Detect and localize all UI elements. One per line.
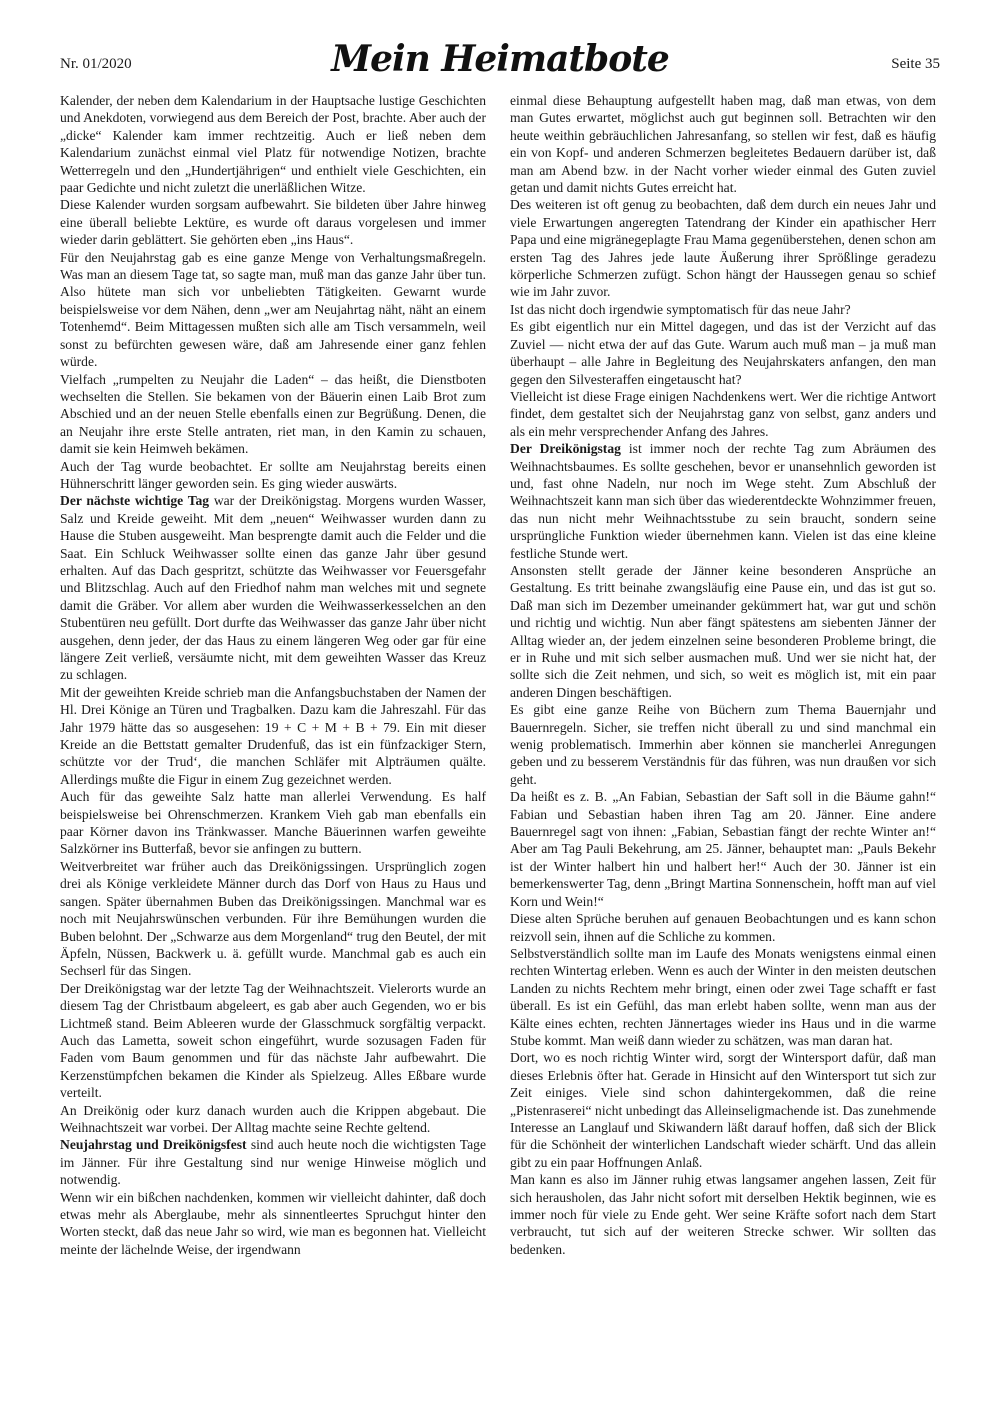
paragraph: Der Dreikönigstag war der letzte Tag der Weihnachtszeit. Vielerorts wurde an diesem Tag der Christbaum abgeleert, es gab aber auch Gegenden, wo er bis Lichtmeß stand. Beim Ableeren wurde der Glasschmuck sorgfältig verpackt. Auch das Lametta, soweit schon eingeführt, wurde sozusagen Faden für Faden vom Baum genommen und für das nächste Jahr aufbewahrt. Die Kerzenstümpfchen bekamen die Kinder als Spielzeug. Alles Eßbare wurde verteilt. — [60, 980, 486, 1101]
paragraph: Man kann es also im Jänner ruhig etwas langsamer angehen lassen, Zeit für sich herausholen, das Jahr nicht sofort mit derselben Hektik beginnen, wie es immer noch für viele zu Ende geht. Wer seine Kräfte sofort nach dem Start verbraucht, tut sich auf der weiteren Strecke schwer. Wir sollten das bedenken. — [510, 1172, 936, 1257]
paragraph-lead: Der nächste wichtige Tag — [60, 493, 210, 509]
paragraph — [510, 440, 936, 562]
paragraph-lead: Der Dreikönigstag — [510, 441, 621, 457]
right-column — [510, 92, 936, 1258]
paragraph: Es gibt eigentlich nur ein Mittel dagegen, und das ist der Verzicht auf das Zuviel — nicht etwa der auf das Gute. Warum auch muß man – ja muß man überhaupt – alle Jahre in Begleitung des Neujahrskaters anfangen, den man gegen den Silvesteraffen eingetauscht hat? — [510, 319, 936, 387]
paragraph: Kalender, der neben dem Kalendarium in der Hauptsache lustige Geschichten und Anekdoten, vorwiegend aus dem Bereich der Post, brachte. Aber auch der „dicke“ Kalender kam immer rechtzeitig. Auch er ließ neben dem Kalendarium zunächst einmal viel Platz für notwendige Notizen, brachte Wetterregeln und den „Hundertjährigen“ und enthielt viele Geschichten, ein paar Gedichte und nicht zuletzt die unerläßlichen Witze. — [60, 93, 486, 196]
newspaper-logo: Mein Heimatbote — [331, 38, 669, 80]
paragraph — [60, 492, 486, 683]
paragraph: Es gibt eine ganze Reihe von Büchern zum Thema Bauernjahr und Bauernregeln. Sicher, sie treffen nicht überall zu und sind manchmal ein wenig problematisch. Immerhin aber können sie mancherlei Anregungen geben und zu besserem Verständnis für das führen, was nun draußen vor sich geht. — [510, 702, 936, 787]
paragraph: Wenn wir ein bißchen nachdenken, kommen wir vielleicht dahinter, daß doch etwas mehr als Aberglaube, mehr als sinnentleertes Spruchgut hinter den Worten steckt, daß das neue Jahr so wird, wie man es begonnen hat. Vielleicht meinte der lächelnde Weise, der irgendwann — [60, 1189, 486, 1257]
paragraph: Für den Neujahrstag gab es eine ganze Menge von Verhaltungsmaßregeln. Was man an diesem Tage tat, so sagte man, muß man das ganze Jahr über tun. Also hütete man sich vor unbeliebten Tätigkeiten. Gewarnt wurde beispielsweise vor dem Nähen, denn „wer am Neujahrtag näht, näht an einem Totenhemd“. Beim Mittagessen mußten sich alle am Tisch versammeln, weil sonst zu befürchten gewesen wäre, daß am Jahresende einer ganz fehlen würde. — [60, 249, 486, 370]
paragraph-body: war der Dreikönigstag. Morgens wurden Wasser, Salz und Kreide geweiht. Mit dem „neuen“ Weihwasser wurden dann zu Hause die Stuben ausgeweiht. Man besprengte damit auch die Felder und die Saat. Ein Schluck Weihwasser sollte einen das ganze Jahr über gesund erhalten. Auf das Dach gespritzt, schützte das Weihwasser vor Feuersgefahr und Blitzschlag. Auch auf den Friedhof nahm man welches mit und segnete damit die Gräber. Vor allem aber wurden die Weihwasserkesselchen an den Stubentüren neu gefüllt. Dort durfte das Weihwasser das ganze Jahr über nicht ausgehen, denn jeder, der das Haus zu einem längeren Weg oder gar für eine längere Zeit verließ, versäumte nicht, mit dem geweihten Wasser das Kreuz zu schlagen. — [60, 493, 486, 683]
paragraph: Ist das nicht doch irgendwie symptomatisch für das neue Jahr? — [510, 301, 851, 317]
paragraph: Des weiteren ist oft genug zu beobachten, daß dem durch ein neues Jahr und viele Erwartungen angeregten Tatendrang der Kinder ein apathischer Herr Papa und eine migränegeplagte Frau Mama gegenüberstehen, denen schon am ersten Tag des Jahres jede laute Äußerung ihrer Sprößlinge geradezu körperliche Schmerzen zufügt. Schon hängt der Haussegen genau so schief wie im Jahr zuvor. — [510, 197, 936, 300]
left-column — [60, 92, 486, 1258]
masthead — [60, 38, 940, 82]
paragraph: Dort, wo es noch richtig Winter wird, sorgt der Wintersport dafür, daß man dieses Erlebnis öfter hat. Gerade in Hinsicht auf den Wintersport tut sich zur Zeit einiges. Viele sind schon dahintergekommen, daß die reine „Pistenraserei“ nicht unbedingt das Alleinseligmachende ist. Das zunehmende Interesse an Langlauf und Skiwandern läßt darauf hoffen, daß sich der Blick für die Schönheit der winterlichen Landschaft wieder schärft. Und das allein gibt zu ein paar Hoffnungen Anlaß. — [510, 1050, 936, 1170]
paragraph: Da heißt es z. B. „An Fabian, Sebastian der Saft soll in die Bäume gahn!“ Fabian und Sebastian haben ihren Tag am 20. Jänner. Eine andere Bauernregel sagt von ihnen: „Fabian, Sebastian fängt der rechte Winter an!“ Aber am Tag Pauli Bekehrung, am 25. Jänner, behauptet man: „Pauls Bekehr ist der Winter halbert hin und halbert her!“ Auch der 30. Jänner ist ein bemerkenswerter Tag, denn „Bringt Martina Sonnenschein, hofft man auf viel Korn und Wein!“ — [510, 789, 936, 909]
paragraph: Vielleicht ist diese Frage einigen Nachdenkens wert. Wer die richtige Antwort findet, dem gestaltet sich der Neujahrstag ganz von selbst, ganz anders und als ein mehr versprechender Anfang des Jahres. — [510, 388, 936, 439]
paragraph: Auch der Tag wurde beobachtet. Er sollte am Neujahrstag bereits einen Hühnerschritt länger geworden sein. Es ging wieder auswärts. — [60, 458, 486, 491]
paragraph-lead: Neujahrstag und Dreikönigsfest — [60, 1137, 247, 1153]
paragraph: Weitverbreitet war früher auch das Dreikönigssingen. Ursprünglich zogen drei als Könige verkleidete Männer durch das Dorf von Haus zu Haus und sangen. Später übernahmen Buben das Dreikönigssingen. Manchmal war es noch mit Neujahrswünschen verbunden. Für ihre Bemühungen wurden die Buben belohnt. Der „Schwarze aus dem Morgenland“ trug den Beutel, der mit Äpfeln, Nüssen, Backwerk u. ä. gefüllt wurde. Manchmal gab es auch ein Sechserl für das Singen. — [60, 858, 486, 979]
page-number: Seite 35 — [891, 56, 940, 72]
paragraph: Diese alten Sprüche beruhen auf genauen Beobachtungen und es kann schon reizvoll sein, ihnen auf die Schliche zu kommen. — [510, 911, 936, 944]
paragraph: Selbstverständlich sollte man im Laufe des Monats wenigstens einmal einen rechten Wintertag erleben. Wenn es auch der Winter in den meisten deutschen Landen zu nichts Rechtem mehr bringt, einen oder zwei Tage schafft er fast überall. Es ist ein Gefühl, das man erlebt haben sollte, wenn man aus der Kälte eines echten, rechten Jännertages wieder ins Haus und in die warme Stube kommt. Man weiß dann wieder zu schätzen, was man daran hat. — [510, 945, 936, 1048]
issue-number: Nr. 01/2020 — [60, 56, 132, 72]
paragraph: Vielfach „rumpelten zu Neujahr die Laden“ – das heißt, die Dienstboten wechselten die Stellen. Sie bekamen von der Bäuerin einen Laib Brot zum Abschied und an der neuen Stelle ebenfalls einen zur Begrüßung. Denen, die an Neujahr ihre erste Stelle antraten, riet man, in den Kamin zu schauen, damit sie kein Heimweh bekämen. — [60, 371, 486, 457]
paragraph — [60, 1136, 486, 1188]
paragraph: Ansonsten stellt gerade der Jänner keine besonderen Ansprüche an Gestaltung. Es tritt beinahe zwangsläufig eine Pause ein, und das ist gut so. Daß man sich im Dezember umeinander gekümmert hat, war gut und schön und richtig und wichtig. Nun aber fängt spätestens am siebenten Jänner der Alltag wieder an, der jedem einzelnen seine besonderen Probleme bringt, die er in Ruhe und mit sich selber ausmachen muß. Und wer sie nicht hat, der sollte sich die Zeit nehmen, und sich, so weit es möglich ist, mit ein paar anderen Dingen beschäftigen. — [510, 562, 936, 700]
paragraph: Diese Kalender wurden sorgsam aufbewahrt. Sie bildeten über Jahre hinweg eine überall beliebte Lektüre, es wurde oft daraus vorgelesen und immer wieder darin geblättert. Sie gehörten eben „ins Haus“. — [60, 197, 486, 248]
paragraph-body: ist immer noch der rechte Tag zum Abräumen des Weihnachtsbaumes. Es sollte geschehen, bevor er unansehnlich geworden ist und, fast ohne Nadeln, nur noch im Wege steht. Zum Abschluß der Weihnachtszeit kann man sich über das wiederentdeckte Wohnzimmer freuen, das nun nicht mehr Weihnachtsstube zu sein braucht, sondern seine ursprüngliche Funktion wieder übernehmen kann. Vielen ist das eine kleine festliche Stunde wert. — [510, 441, 936, 561]
paragraph: An Dreikönig oder kurz danach wurden auch die Krippen abgebaut. Die Weihnachtszeit war vorbei. Der Alltag machte seine Rechte geltend. — [60, 1102, 486, 1135]
paragraph-body: sind auch heute noch die wichtigsten Tage im Jänner. Für ihre Gestaltung sind nur wenige Hinweise möglich und notwendig. — [60, 1137, 486, 1188]
paragraph: einmal diese Behauptung aufgestellt haben mag, daß man etwas, von dem man Gutes erwartet, möglichst auch gut beginnen soll. Betrachten wir den heute weithin gebräuchlichen Jahresanfang, so stellen wir fest, daß es häufig ein von Kopf- und anderen Schmerzen begleitetes Bedauern darüber ist, daß man am Abend bzw. in der Nacht vorher wieder einmal des Guten zuviel getan und damit nichts Gutes erreicht hat. — [510, 93, 936, 196]
paragraph: Auch für das geweihte Salz hatte man allerlei Verwendung. Es half beispielsweise bei Ohrenschmerzen. Krankem Vieh gab man ebenfalls ein paar Körner davon ins Tränkwasser. Manche Bäuerinnen warfen geweihte Salzkörner ins Butterfaß, bevor sie anfingen zu buttern. — [60, 789, 486, 857]
paragraph: Mit der geweihten Kreide schrieb man die Anfangsbuchstaben der Namen der Hl. Drei Könige an Türen und Tragbalken. Dazu kam die Jahreszahl. Für das Jahr 1979 hätte das so ausgesehen: 19 + C + M + B + 79. Ein mit dieser Kreide an die Bettstatt gemalter Drudenfuß, das ist ein fünfzackiger Stern, schützte vor der Trud‘, die manchen Schläfer mit Alpträumen quälte. Allerdings mußte die Figur in einem Zug gezeichnet werden. — [60, 684, 486, 787]
